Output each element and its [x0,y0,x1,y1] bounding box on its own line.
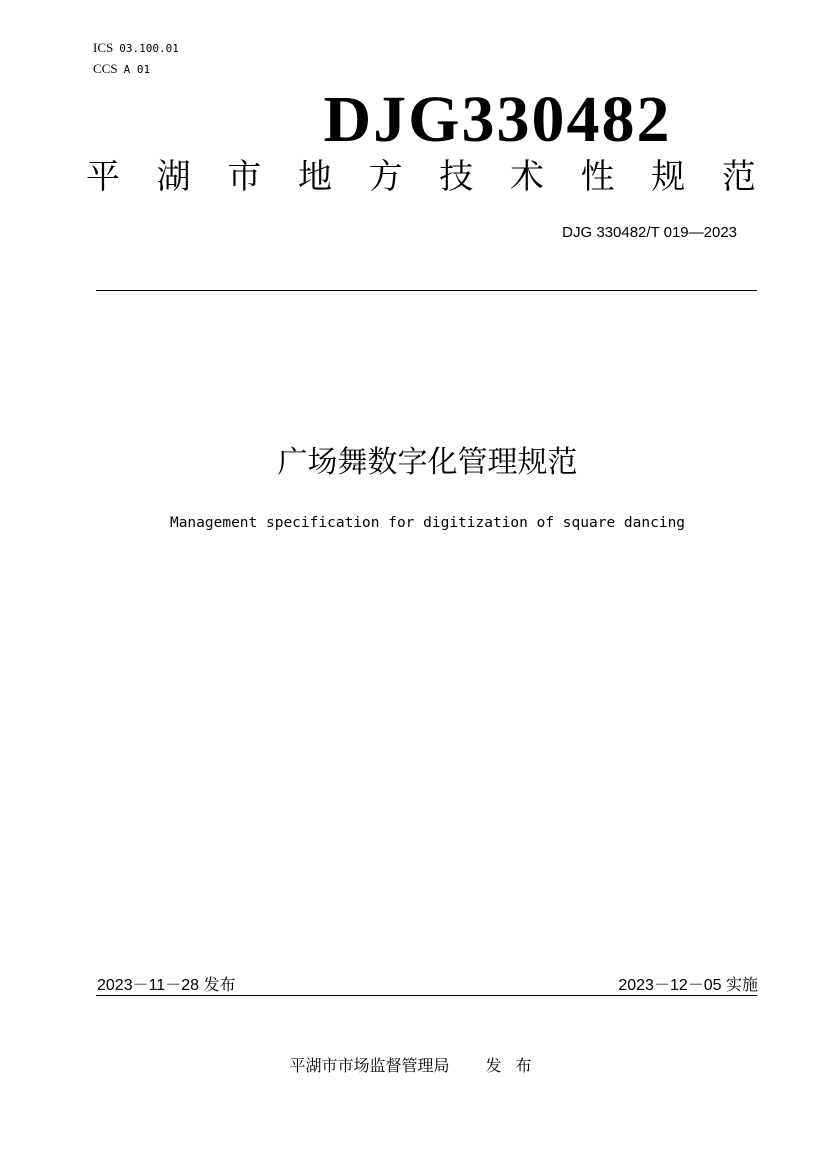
top-divider [96,290,757,291]
ccs-line [93,61,150,77]
standard-type-char: 湖 [156,157,191,197]
standard-code: DJG330482 [323,83,672,156]
standard-type-char: 地 [297,157,332,197]
implementation-date: 2023－12－05 实施 [618,977,758,994]
standard-type-char: 平 [86,157,120,197]
standard-number: DJG 330482/T 019—2023 [562,224,737,241]
issuer-action: 发布 [485,1056,546,1075]
standard-type-char: 市 [227,157,262,197]
ics-value: 03.100.01 [119,42,179,55]
standard-type-char: 方 [368,157,403,197]
title-chinese: 广场舞数字化管理规范 [277,445,578,480]
issuer-name: 平湖市市场监督管理局 [289,1056,450,1075]
standard-type-char: 技 [439,157,474,197]
standard-type-char: 规 [651,157,686,197]
ics-line [93,40,179,56]
title-english: Management specification for digitization of square dancing [169,515,686,531]
standard-type-char: 范 [721,157,756,197]
standard-type [86,152,756,202]
ics-label: ICS [93,40,114,55]
issuer-line [0,1053,815,1076]
issue-date: 2023－11－28 发布 [97,977,236,994]
standard-type-char: 性 [580,157,615,197]
ccs-label: CCS [93,61,118,76]
standard-type-char: 术 [509,157,544,197]
bottom-divider [96,995,757,996]
ccs-value: A 01 [123,63,151,76]
